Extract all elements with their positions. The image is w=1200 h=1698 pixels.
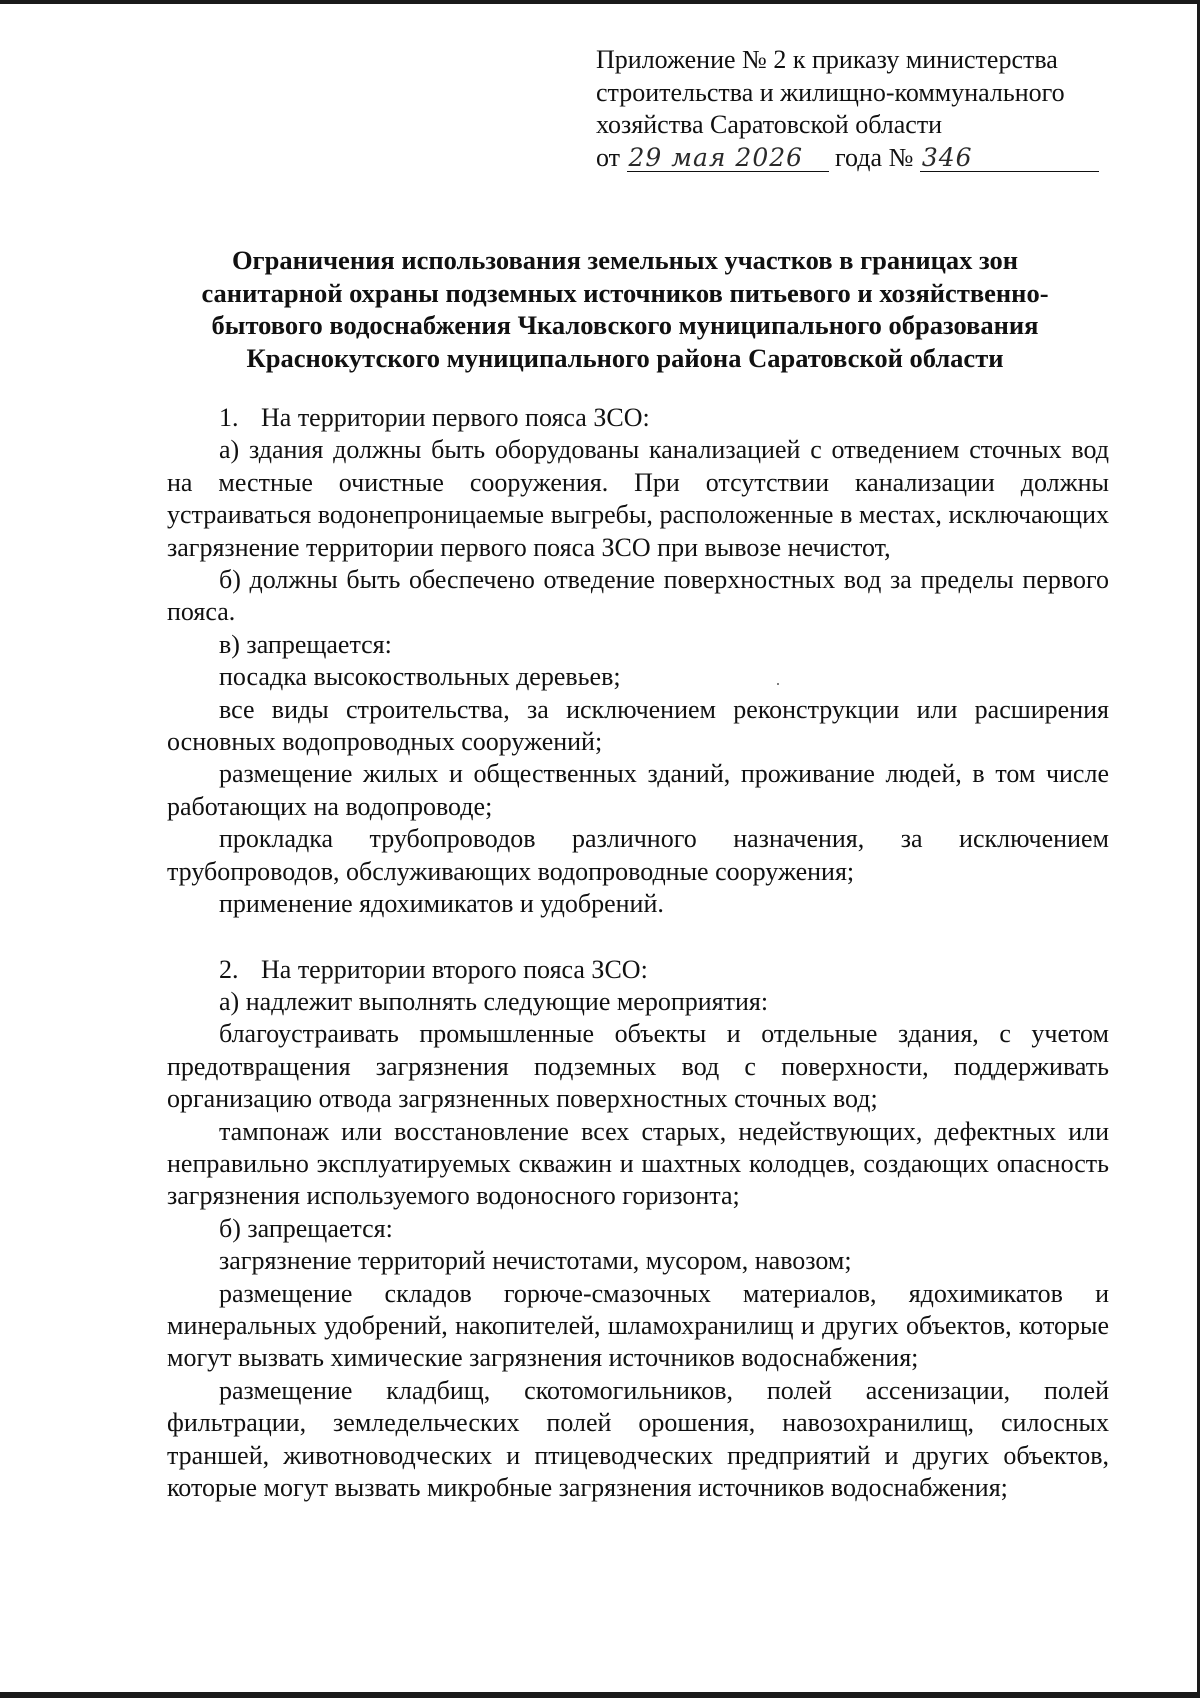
order-number-handwritten: 346 [921,142,973,172]
section-2-number: 2. [219,954,239,984]
section-1-heading-text: На территории первого пояса ЗСО: [261,403,650,432]
section-2-heading-text: На территории второго пояса ЗСО: [261,954,648,984]
order-date-field [627,142,829,172]
title-line-3: бытового водоснабжения Чкаловского муниципального образования [211,310,1039,340]
section-1-prohibition-1: посадка высокоствольных деревьев; [219,662,621,692]
section-1-heading [167,402,1109,434]
appendix-line-2: строительства и жилищно-коммунального [596,77,1065,107]
date-prefix: от [596,142,621,172]
scan-edge-bottom [0,1692,1200,1698]
section-2-prohibition-3: размещение кладбищ, скотомогильников, полей ассенизации, полей фильтрации, земледельческих полей орошения, навозохранилищ, силосных траншей, животноводческих и птицеводческих предприятий и других объектов, которые могут вызвать микробные загрязнения источников водоснабжения; [167,1375,1109,1502]
appendix-line-3: хозяйства Саратовской области [596,110,943,139]
appendix-header [596,44,1116,176]
section-2-measure-1: благоустраивать промышленные объекты и отдельные здания, с учетом предотвращения загрязнения подземных вод с поверхности, поддерживать организацию отвода загрязненных поверхностных сточных вод; [167,1019,1109,1114]
title-line-1: Ограничения использования земельных участков в границах зон [231,245,1019,275]
section-1-item-b: б) должны быть обеспечено отведение поверхностных вод за пределы первого пояса. [167,565,1109,627]
title-line-4: Краснокутского муниципального района Саратовской области [246,342,1004,373]
section-2-item-b: б) запрещается: [219,1213,393,1243]
section-1-prohibition-5: применение ядохимикатов и удобрений. [219,889,664,919]
section-2-measure-2: тампонаж или восстановление всех старых, недействующих, дефектных или неправильно эксплуатируемых скважин и шахтных колодцев, создающих опасность загрязнения используемого водоносного горизонта; [167,1116,1109,1211]
section-1-item-v: в) запрещается: [219,629,392,659]
title-line-2: санитарной охраны подземных источников питьевого и хозяйственно- [201,277,1049,308]
section-2-item-a: а) надлежит выполнять следующие мероприятия: [219,986,769,1016]
order-date-line [596,142,1116,176]
year-label: года № [835,142,914,172]
section-2-prohibition-2: размещение складов горюче-смазочных материалов, ядохимикатов и минеральных удобрений, накопителей, шламохранилищ и других объектов, которые могут вызвать химические загрязнения источников водоснабжения; [167,1278,1109,1373]
section-1-item-a: а) здания должны быть оборудованы канализацией с отведением сточных вод на местные очистные сооружения. При отсутствии канализации должны устраиваться водонепроницаемые выгребы, расположенные в местах, исключающих загрязнение территории первого пояса ЗСО при вывозе нечистот, [167,435,1109,562]
section-2-prohibition-1: загрязнение территорий нечистотами, мусором, навозом; [219,1246,852,1276]
section-1-prohibition-2: все виды строительства, за исключением реконструкции или расширения основных водопроводных сооружений; [167,694,1109,757]
section-1-prohibition-3: размещение жилых и общественных зданий, проживание людей, в том числе работающих на водопроводе; [167,759,1109,821]
scan-edge-top [0,0,1200,4]
order-date-handwritten: 29 мая 2026 [628,142,804,172]
section-2-heading [167,954,1109,986]
section-1-prohibition-4: прокладка трубопроводов различного назначения, за исключением трубопроводов, обслуживающих водопроводные сооружения; [167,824,1109,886]
document-title [150,244,1100,374]
appendix-line-1: Приложение № 2 к приказу министерства [596,45,1058,74]
scan-speck [777,683,779,685]
order-number-field [920,142,1099,172]
document-body [167,402,1109,1504]
section-1-number: 1. [219,403,239,432]
